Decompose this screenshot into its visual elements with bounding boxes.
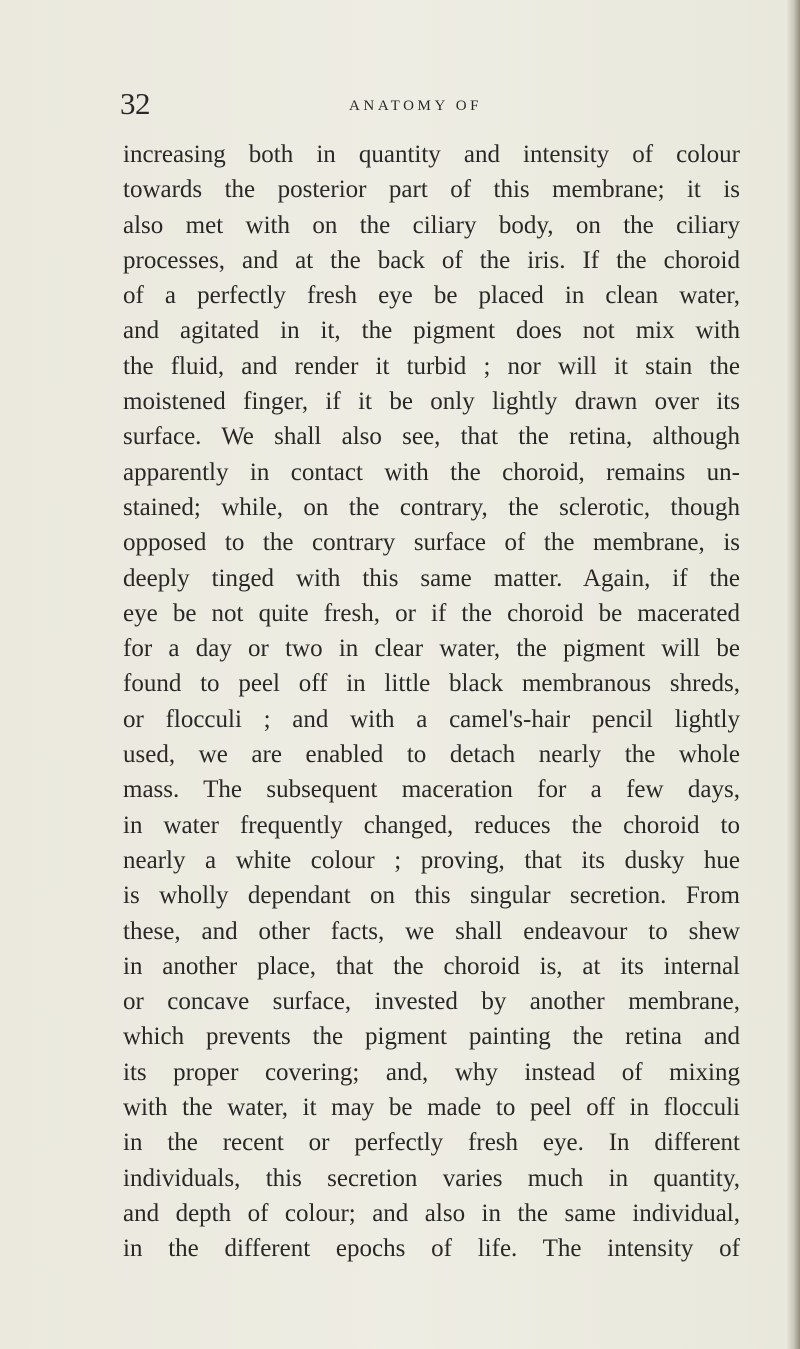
running-title: ANATOMY OF — [349, 98, 483, 114]
text-line: or flocculi ; and with a camel's-hair pencil lightly — [123, 705, 740, 733]
page-number: 32 — [120, 86, 150, 121]
text-line: in the recent or perfectly fresh eye. In different — [123, 1129, 740, 1157]
text-line: used, we are enabled to detach nearly the whole — [123, 741, 740, 769]
text-line: is wholly dependant on this singular secretion. From — [123, 882, 740, 910]
text-line: in another place, that the choroid is, at its internal — [123, 952, 740, 980]
text-line: its proper covering; and, why instead of mixing — [123, 1058, 740, 1086]
text-line: with the water, it may be made to peel off in flocculi — [123, 1094, 740, 1122]
text-line: for a day or two in clear water, the pigment will be — [123, 635, 740, 663]
text-line: eye be not quite fresh, or if the choroid be macerated — [123, 599, 740, 627]
text-line: or concave surface, invested by another membrane, — [123, 988, 740, 1016]
text-line: moistened finger, if it be only lightly drawn over its — [123, 388, 740, 416]
text-line: the fluid, and render it turbid ; nor will it stain the — [123, 352, 740, 380]
text-line: nearly a white colour ; proving, that its dusky hue — [123, 846, 740, 874]
text-line: towards the posterior part of this membrane; it is — [123, 176, 740, 204]
text-line: also met with on the ciliary body, on the ciliary — [123, 211, 740, 239]
text-line: found to peel off in little black membranous shreds, — [123, 670, 740, 698]
text-line: individuals, this secretion varies much in quantity, — [123, 1164, 740, 1192]
text-line: deeply tinged with this same matter. Again, if the — [123, 564, 740, 592]
text-line: in water frequently changed, reduces the choroid to — [123, 811, 740, 839]
text-line: opposed to the contrary surface of the membrane, is — [123, 529, 740, 557]
text-line: and agitated in it, the pigment does not mix with — [123, 317, 740, 345]
text-line: processes, and at the back of the iris. If the choroid — [123, 246, 740, 274]
body-text — [123, 137, 740, 1267]
text-line: these, and other facts, we shall endeavour to shew — [123, 917, 740, 945]
text-line: and depth of colour; and also in the same individual, — [123, 1199, 740, 1227]
page-edge-shadow — [786, 0, 800, 1349]
text-line: surface. We shall also see, that the retina, although — [123, 423, 740, 451]
text-line: apparently in contact with the choroid, remains un- — [123, 458, 740, 486]
text-line: increasing both in quantity and intensity of colour — [123, 141, 740, 168]
text-line: mass. The subsequent maceration for a few days, — [123, 776, 740, 804]
running-head — [120, 86, 740, 126]
text-line: stained; while, on the contrary, the sclerotic, though — [123, 493, 740, 521]
text-line: in the different epochs of life. The intensity of — [123, 1235, 740, 1263]
text-line: which prevents the pigment painting the retina and — [123, 1023, 740, 1051]
text-line: of a perfectly fresh eye be placed in clean water, — [123, 282, 740, 310]
